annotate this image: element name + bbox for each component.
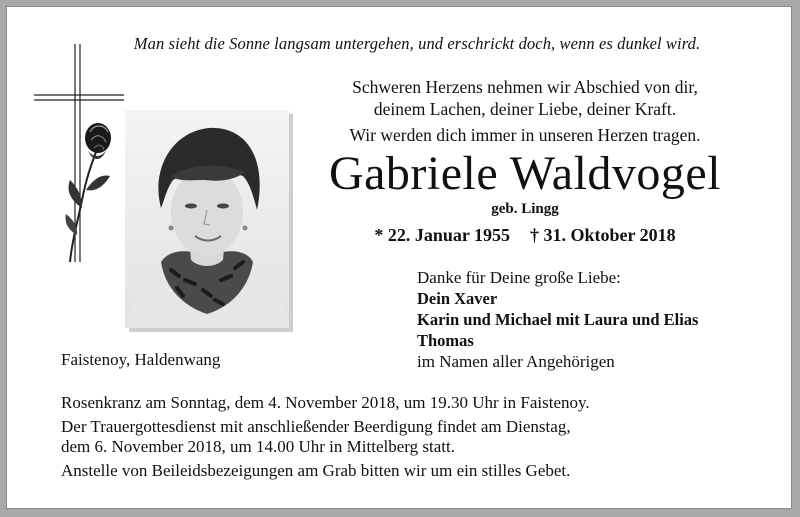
cross-with-rose-icon	[30, 40, 130, 265]
service-details	[61, 393, 761, 481]
thanks-intro: Danke für Deine große Liebe:	[417, 268, 621, 287]
birth-date: * 22. Januar 1955	[374, 225, 510, 245]
condolence-request: Anstelle von Beileidsbezeigungen am Grab bitten wir um ein stilles Gebet.	[61, 460, 571, 480]
verse-line: Schweren Herzens nehmen wir Abschied von dir,	[352, 77, 698, 97]
thanks-outro: im Namen aller Angehörigen	[417, 352, 615, 371]
thanks-block	[417, 267, 787, 372]
motto: Man sieht die Sonne langsam untergehen, und erschrickt doch, wenn es dunkel wird.	[133, 34, 701, 53]
portrait-photo	[125, 110, 295, 335]
funeral-info-line: Der Trauergottesdienst mit anschließender Beerdigung findet am Dienstag,	[61, 416, 571, 436]
verse-line: deinem Lachen, deiner Liebe, deiner Kraft.	[373, 99, 677, 119]
deceased-name: Gabriele Waldvogel	[328, 147, 722, 200]
maiden-name: geb. Lingg	[491, 201, 559, 217]
rosary-info: Rosenkranz am Sonntag, dem 4. November 2018, um 19.30 Uhr in Faistenoy.	[61, 393, 590, 412]
farewell-verse	[300, 76, 750, 146]
verse-line: Wir werden dich immer in unseren Herzen tragen.	[349, 125, 701, 145]
death-date: † 31. Oktober 2018	[530, 225, 676, 245]
mourner-name: Thomas	[417, 331, 474, 350]
funeral-info-line: dem 6. November 2018, um 14.00 Uhr in Mittelberg statt.	[61, 437, 455, 456]
mourner-name: Dein Xaver	[417, 289, 498, 308]
location: Faistenoy, Haldenwang	[61, 350, 221, 369]
life-dates	[300, 225, 750, 246]
mourner-name: Karin und Michael mit Laura und Elias	[417, 310, 699, 329]
